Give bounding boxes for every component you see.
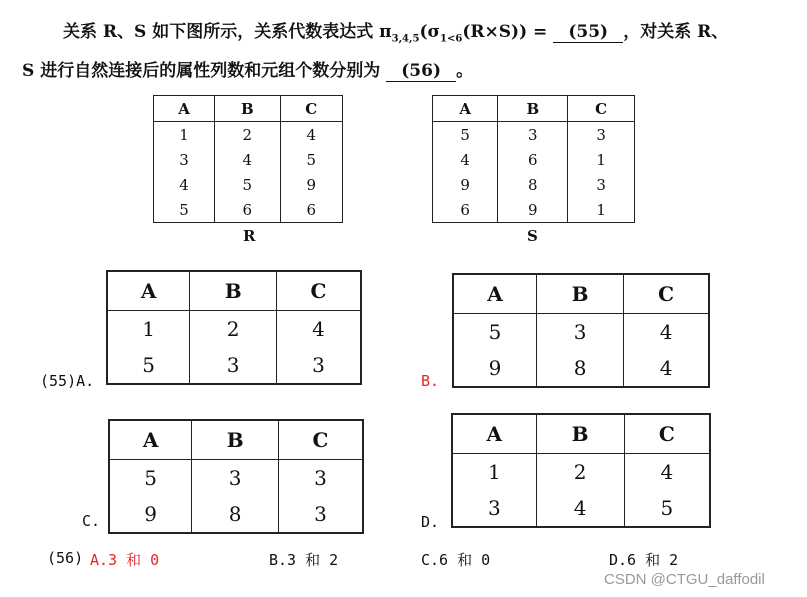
option-56-prefix: (56) bbox=[47, 549, 84, 567]
cell: 6 bbox=[215, 197, 280, 223]
header-cell: C bbox=[276, 271, 361, 311]
cell: 3 bbox=[536, 314, 623, 351]
header-cell: A bbox=[452, 414, 536, 454]
relation-s-caption: S bbox=[527, 227, 538, 245]
question-line-1 bbox=[63, 17, 728, 44]
table-header-row bbox=[109, 420, 363, 460]
question-line1-prefix: 关系 R、S 如下图所示，关系代数表达式 π bbox=[63, 22, 392, 42]
cell: 8 bbox=[536, 350, 623, 387]
cell: 3 bbox=[190, 347, 277, 384]
cell: 5 bbox=[107, 347, 190, 384]
cell: 1 bbox=[596, 200, 606, 219]
table-row bbox=[107, 311, 361, 348]
cell: 1 bbox=[107, 311, 190, 348]
question-line-2 bbox=[22, 56, 473, 82]
cell: 2 bbox=[215, 122, 280, 148]
header-cell: B bbox=[536, 414, 624, 454]
cell: 5 bbox=[433, 122, 498, 148]
cell: 3 bbox=[314, 466, 327, 490]
option-55b-table bbox=[452, 273, 710, 388]
cell: 5 bbox=[453, 314, 536, 351]
table-row bbox=[433, 172, 635, 197]
header-cell: A bbox=[453, 274, 536, 314]
cell: 6 bbox=[433, 197, 498, 223]
table-row bbox=[154, 197, 343, 223]
question-line2-prefix: S 进行自然连接后的属性列数和元组个数分别为 bbox=[22, 61, 381, 81]
cell: 4 bbox=[660, 460, 674, 484]
selection-subscript: 1<6 bbox=[440, 33, 463, 45]
cell: 1 bbox=[452, 454, 536, 491]
option-56c: C.6 和 0 bbox=[421, 551, 491, 569]
question-paren-open: (σ bbox=[419, 22, 441, 42]
relation-s-table bbox=[432, 95, 635, 223]
option-55c-label: C. bbox=[82, 512, 101, 530]
cell: 2 bbox=[190, 311, 277, 348]
table-row bbox=[453, 314, 709, 351]
cell: 8 bbox=[192, 496, 279, 533]
option-56b: B.3 和 2 bbox=[269, 551, 339, 569]
header-cell: B bbox=[215, 96, 280, 122]
option-55d-label: D. bbox=[421, 513, 440, 531]
option-55a-table bbox=[106, 270, 362, 385]
option-55c-table bbox=[108, 419, 364, 534]
cell: 9 bbox=[306, 175, 317, 194]
table-row bbox=[433, 197, 635, 223]
cell: 6 bbox=[306, 200, 317, 219]
table-row bbox=[109, 496, 363, 533]
option-55b-label: B. bbox=[421, 372, 440, 390]
table-row bbox=[154, 147, 343, 172]
table-row bbox=[107, 347, 361, 384]
cell: 9 bbox=[109, 496, 192, 533]
table-row bbox=[433, 147, 635, 172]
cell: 4 bbox=[536, 490, 624, 527]
table-header-row bbox=[433, 96, 635, 122]
cell: 4 bbox=[154, 172, 215, 197]
blank-56: (56) bbox=[386, 61, 456, 82]
cell: 5 bbox=[215, 172, 280, 197]
table-header-row bbox=[453, 274, 709, 314]
option-56d: D.6 和 2 bbox=[609, 551, 679, 569]
header-cell: C bbox=[624, 274, 709, 314]
cell: 1 bbox=[154, 122, 215, 148]
header-cell: A bbox=[154, 96, 215, 122]
cell: 3 bbox=[498, 122, 568, 148]
header-cell: C bbox=[624, 414, 710, 454]
cell: 3 bbox=[596, 125, 606, 144]
table-row bbox=[452, 454, 710, 491]
table-header-row bbox=[452, 414, 710, 454]
header-cell: B bbox=[192, 420, 279, 460]
cell: 8 bbox=[498, 172, 568, 197]
header-cell: C bbox=[568, 96, 635, 122]
cell: 5 bbox=[660, 496, 674, 520]
table-row bbox=[433, 122, 635, 148]
cell: 3 bbox=[452, 490, 536, 527]
question-line1-suffix: ，对关系 R、 bbox=[623, 22, 729, 42]
option-55a-label: (55)A. bbox=[40, 372, 95, 390]
cell: 3 bbox=[312, 353, 325, 377]
question-line2-suffix: 。 bbox=[456, 61, 474, 81]
cell: 4 bbox=[659, 320, 673, 344]
blank-55: (55) bbox=[553, 22, 623, 43]
cell: 6 bbox=[498, 147, 568, 172]
cell: 3 bbox=[596, 175, 606, 194]
header-cell: B bbox=[190, 271, 277, 311]
relation-r-table bbox=[153, 95, 343, 223]
table-row bbox=[154, 172, 343, 197]
cell: 9 bbox=[433, 172, 498, 197]
cell: 5 bbox=[306, 150, 317, 169]
cell: 2 bbox=[536, 454, 624, 491]
option-55d-table bbox=[451, 413, 711, 528]
header-cell: A bbox=[109, 420, 192, 460]
table-header-row bbox=[154, 96, 343, 122]
cell: 3 bbox=[192, 460, 279, 497]
cell: 1 bbox=[596, 150, 606, 169]
cell: 5 bbox=[154, 197, 215, 223]
cell: 9 bbox=[453, 350, 536, 387]
cell: 4 bbox=[215, 147, 280, 172]
cell: 4 bbox=[306, 125, 317, 144]
cell: 3 bbox=[154, 147, 215, 172]
header-cell: C bbox=[278, 420, 363, 460]
cell: 4 bbox=[433, 147, 498, 172]
header-cell: C bbox=[280, 96, 342, 122]
header-cell: B bbox=[536, 274, 623, 314]
table-row bbox=[453, 350, 709, 387]
question-expr-rest: (R×S)) = bbox=[462, 22, 548, 42]
projection-subscript: 3,4,5 bbox=[391, 33, 420, 45]
cell: 3 bbox=[314, 502, 327, 526]
cell: 4 bbox=[659, 356, 673, 380]
cell: 9 bbox=[498, 197, 568, 223]
csdn-watermark: CSDN @CTGU_daffodil bbox=[604, 571, 765, 588]
header-cell: A bbox=[107, 271, 190, 311]
header-cell: A bbox=[433, 96, 498, 122]
cell: 4 bbox=[312, 317, 325, 341]
relation-r-caption: R bbox=[243, 227, 256, 245]
table-row bbox=[154, 122, 343, 148]
option-56a: A.3 和 0 bbox=[90, 551, 160, 569]
cell: 5 bbox=[109, 460, 192, 497]
table-row bbox=[452, 490, 710, 527]
table-row bbox=[109, 460, 363, 497]
table-header-row bbox=[107, 271, 361, 311]
header-cell: B bbox=[498, 96, 568, 122]
